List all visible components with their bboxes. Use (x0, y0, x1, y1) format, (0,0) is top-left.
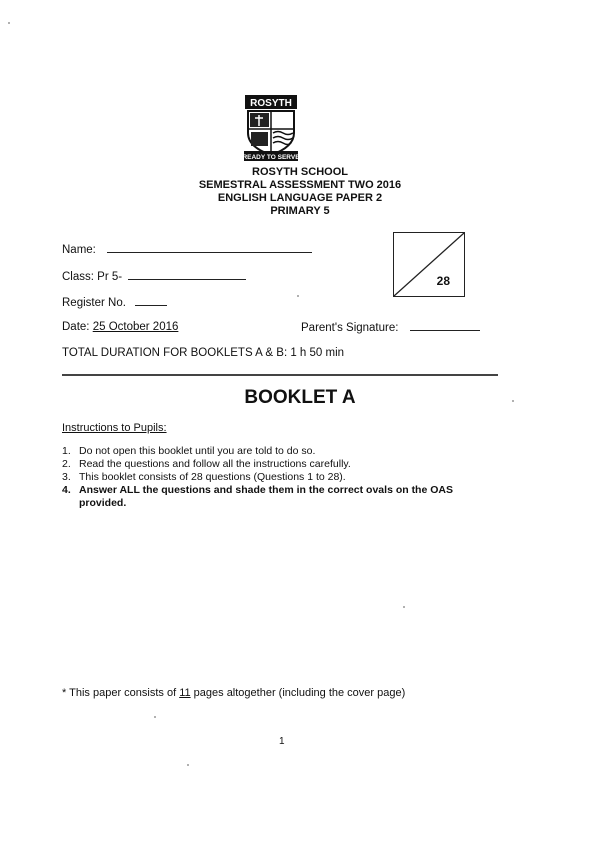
instruction-text: This booklet consists of 28 questions (Questions 1 to 28). (79, 471, 346, 483)
assessment-title: SEMESTRAL ASSESSMENT TWO 2016 (198, 179, 402, 191)
paper-title: ENGLISH LANGUAGE PAPER 2 (217, 192, 383, 204)
date-field (62, 321, 178, 333)
instructions-title: Instructions to Pupils: (62, 422, 167, 434)
instruction-text: Do not open this booklet until you are told to do so. (79, 445, 316, 457)
instruction-number: 4. (62, 484, 71, 496)
signature-blank (410, 321, 480, 331)
signature-label: Parent's Signature: (301, 322, 399, 334)
instruction-item (62, 484, 502, 510)
note-prefix: * This paper consists of (62, 687, 180, 699)
instruction-item (62, 445, 502, 458)
scan-speck (403, 606, 405, 608)
instructions-list (62, 445, 502, 510)
school-name: ROSYTH SCHOOL (252, 166, 348, 178)
svg-text:ROSYTH: ROSYTH (250, 98, 292, 109)
score-box (393, 232, 465, 297)
note-suffix: pages altogether (including the cover page) (190, 687, 406, 699)
class-label: Class: Pr 5- (62, 271, 123, 283)
signature-field (301, 321, 480, 334)
level-title: PRIMARY 5 (270, 205, 330, 217)
scan-speck (154, 716, 156, 718)
class-field (62, 270, 246, 283)
name-label: Name: (62, 244, 96, 256)
register-field (62, 296, 167, 309)
duration-text: TOTAL DURATION FOR BOOKLETS A & B: 1 h 50 min (62, 347, 345, 359)
page-count-note (62, 687, 405, 699)
scan-speck (512, 400, 514, 402)
instruction-number: 1. (62, 445, 71, 457)
date-value: 25 October 2016 (92, 321, 179, 333)
instruction-number: 2. (62, 458, 71, 470)
date-label: Date: (62, 321, 90, 333)
page-number: 1 (279, 736, 285, 747)
instruction-number: 3. (62, 471, 71, 483)
class-blank (128, 270, 246, 280)
page-count: 11 (179, 687, 191, 699)
instruction-item (62, 471, 502, 484)
scan-speck (187, 764, 189, 766)
section-divider (62, 374, 498, 376)
scan-speck (8, 22, 10, 24)
booklet-title: BOOKLET A (244, 387, 356, 408)
name-field (62, 243, 312, 256)
score-total: 28 (436, 274, 450, 288)
instruction-text: Answer ALL the questions and shade them in the correct ovals on the OAS provided. (79, 484, 453, 509)
scan-speck (297, 295, 299, 297)
crest-motto-text: READY TO SERVE (242, 154, 300, 161)
name-blank (107, 243, 312, 253)
school-crest-logo (242, 93, 300, 163)
register-blank (135, 296, 167, 306)
register-label: Register No. (62, 297, 126, 309)
instruction-item (62, 458, 502, 471)
instruction-text: Read the questions and follow all the instructions carefully. (79, 458, 351, 470)
